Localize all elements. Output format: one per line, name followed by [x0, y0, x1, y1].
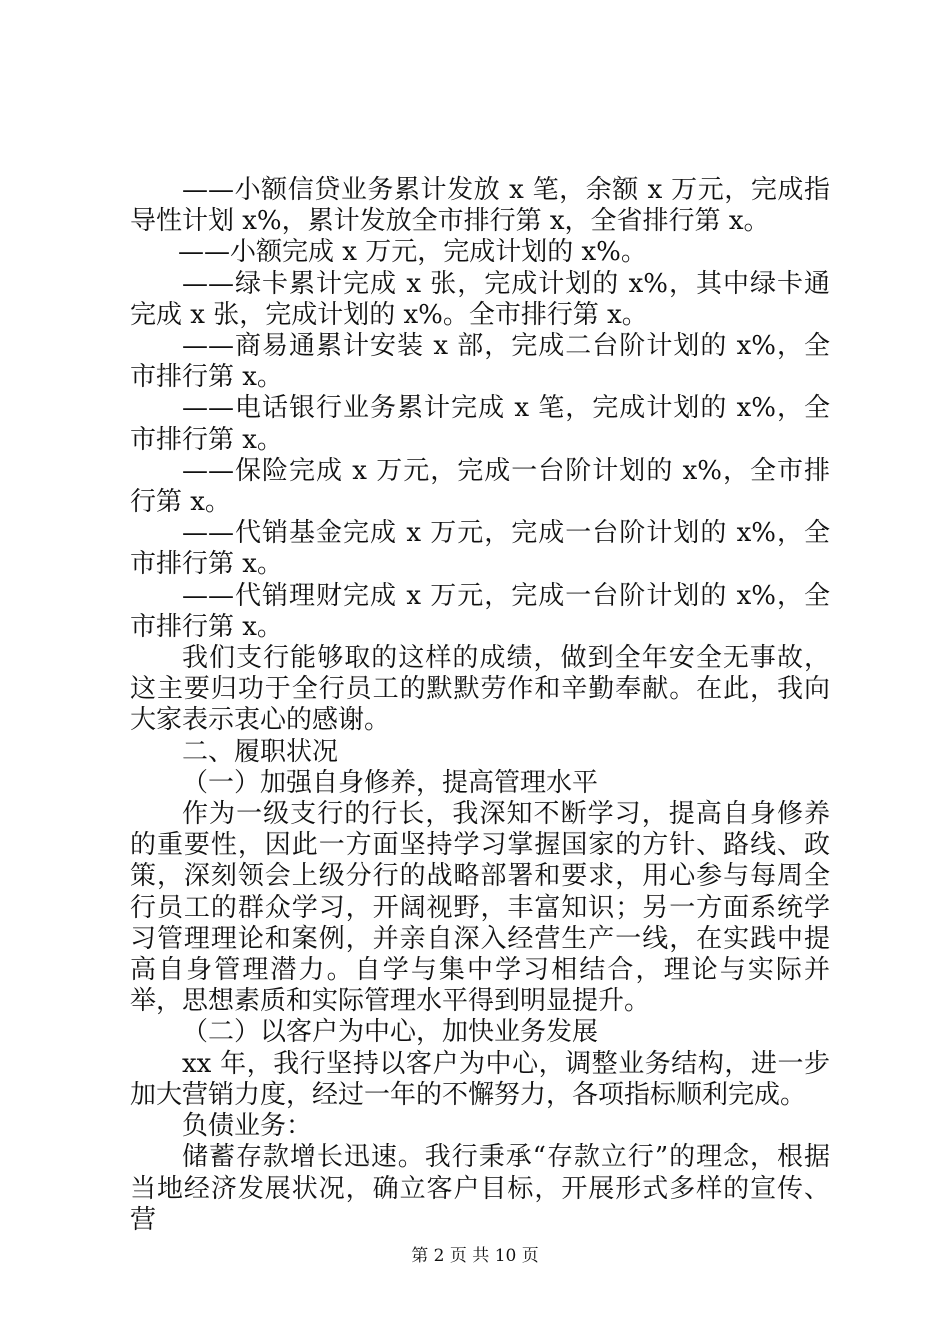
- paragraph-self-improvement: 作为一级支行的行长，我深知不断学习，提高自身修养的重要性，因此一方面坚持学习掌握国家的方针、路线、政策，深刻领会上级分行的战略部署和要求，用心参与每周全行员工的群众学习，开阔视野，丰富知识；另一方面系统学习管理理论和案例，并亲自深入经营生产一线，在实践中提高自身管理潜力。自学与集中学习相结合，理论与实际并举，思想素质和实际管理水平得到明显提升。: [130, 799, 830, 1017]
- paragraph-shangyitong: ——商易通累计安装 x 部，完成二台阶计划的 x%，全市排行第 x。: [130, 331, 830, 393]
- paragraph-green-card: ——绿卡累计完成 x 张，完成计划的 x%，其中绿卡通完成 x 张，完成计划的 x%。全市排行第 x。: [130, 268, 830, 330]
- document-body: [130, 175, 830, 1236]
- paragraph-fund-sales: ——代销基金完成 x 万元，完成一台阶计划的 x%，全市排行第 x。: [130, 518, 830, 580]
- paragraph-microcredit: ——小额信贷业务累计发放 x 笔，余额 x 万元，完成指导性计划 x%，累计发放全市排行第 x，全省排行第 x。: [130, 175, 830, 237]
- paragraph-phone-banking: ——电话银行业务累计完成 x 笔，完成计划的 x%，全市排行第 x。: [130, 393, 830, 455]
- paragraph-savings-deposits: 储蓄存款增长迅速。我行秉承“存款立行”的理念，根据当地经济发展状况，确立客户目标，开展形式多样的宣传、营: [130, 1142, 830, 1235]
- paragraph-thanks: 我们支行能够取的这样的成绩，做到全年安全无事故，这主要归功于全行员工的默默劳作和辛勤奉献。在此，我向大家表示衷心的感谢。: [130, 643, 830, 736]
- paragraph-business-development: xx 年，我行坚持以客户为中心，调整业务结构，进一步加大营销力度，经过一年的不懈努力，各项指标顺利完成。: [130, 1048, 830, 1110]
- paragraph-small-amount: ——小额完成 x 万元，完成计划的 x%。: [178, 237, 647, 268]
- paragraph-liability-business: 负债业务：: [182, 1111, 313, 1142]
- subsection-heading-customer-centered: （二）以客户为中心，加快业务发展: [182, 1017, 599, 1048]
- paragraph-wealth-sales: ——代销理财完成 x 万元，完成一台阶计划的 x%，全市排行第 x。: [130, 580, 830, 642]
- subsection-heading-self-improvement: （一）加强自身修养，提高管理水平: [182, 767, 599, 798]
- page-number-footer: 第 2 页 共 10 页: [411, 1246, 539, 1266]
- section-heading-duties: 二、履职状况: [182, 736, 339, 767]
- paragraph-insurance: ——保险完成 x 万元，完成一台阶计划的 x%，全市排行第 x。: [130, 455, 830, 518]
